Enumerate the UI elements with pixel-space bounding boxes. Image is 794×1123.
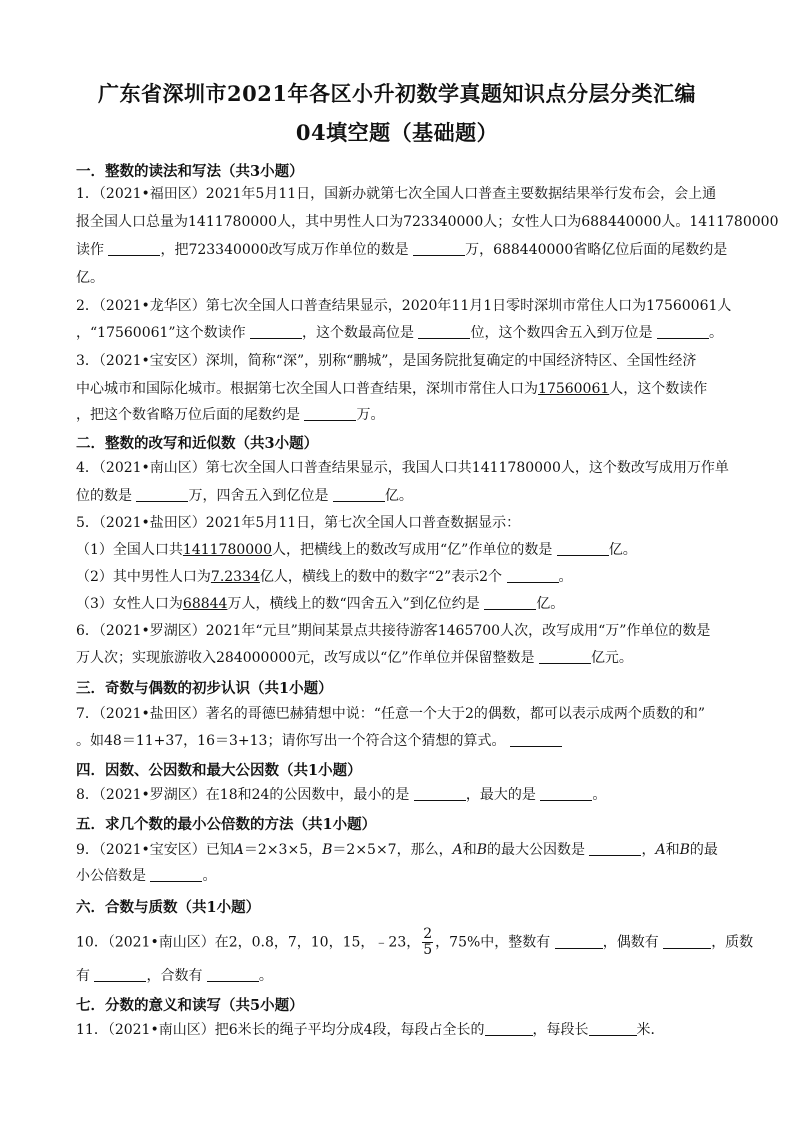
q5-p3-underlined-number: 68844 xyxy=(182,596,228,612)
q1-line2: 报全国人口总量为1411780000人，其中男性人口为723340000人；女性人口为688440000人。1411780000 xyxy=(76,214,779,230)
q2-line2 xyxy=(76,323,726,343)
q9-text-c: ＝2×5×7，那么， xyxy=(332,842,453,858)
q10-text-b: ，75%中，整数有 xyxy=(435,934,551,951)
q5-p2-text-c: 。 xyxy=(558,569,573,585)
q9-text-e: 的最大公因数是 xyxy=(487,842,586,858)
q4-line1: 4．（2021•南山区）第七次全国人口普查结果显示，我国人口共1411780000人，这个数改写成用万作单 xyxy=(76,460,729,476)
q9-var-a: A xyxy=(233,842,244,858)
q9-text-g: 的最 xyxy=(689,842,718,858)
q5-p2-answer-blank[interactable] xyxy=(507,568,559,583)
q2-line1: 2．（2021•龙华区）第七次全国人口普查结果显示，2020年11月1日零时深圳市常住人口为17560061人 xyxy=(76,298,732,314)
q10-answer-blank-3[interactable] xyxy=(94,967,146,982)
q10-fraction-denominator: 5 xyxy=(423,942,433,958)
q10-fraction xyxy=(422,927,433,958)
q9-text-f: ， xyxy=(641,842,656,858)
q6-line2 xyxy=(76,648,726,668)
document-subtitle: 04填空题（基础题） xyxy=(295,120,499,145)
q1-text-c: 万，688440000省略亿位后面的尾数约是 xyxy=(465,242,728,258)
q10-text-c: ，偶数有 xyxy=(602,934,659,951)
q5-p2-text-b: 亿人，横线上的数中的数字“2”表示2个 xyxy=(259,569,503,585)
q11-line1 xyxy=(76,1020,726,1040)
q9-var-b-3: B xyxy=(679,842,690,858)
q5-part1 xyxy=(76,540,726,560)
q9-text-d: 和 xyxy=(462,842,477,858)
q10-fraction-numerator: 2 xyxy=(423,926,433,942)
q9-answer-blank-1[interactable] xyxy=(589,841,641,856)
q9-line1 xyxy=(76,840,726,860)
q5-p1-text-a: （1）全国人口共 xyxy=(76,542,183,558)
q10-text-a: 10．（2021•南山区）在2，0.8，7，10，15，﹣23， xyxy=(76,934,421,951)
q7-answer-blank[interactable] xyxy=(510,732,562,747)
q6-line1: 6．（2021•罗湖区）2021年“元旦”期间某景点共接待游客1465700人次，改写成用“万”作单位的数是 xyxy=(76,623,711,639)
q10-answer-blank-2[interactable] xyxy=(663,934,711,949)
q10-line2 xyxy=(76,966,726,986)
q10-answer-blank-1[interactable] xyxy=(555,934,603,949)
q5-p3-text-b: 万人，横线上的数“四舍五入”到亿位约是 xyxy=(227,596,480,612)
q9-var-b-2: B xyxy=(476,842,488,858)
q4-answer-blank-2[interactable] xyxy=(333,487,385,502)
q10-text-g: 。 xyxy=(258,968,273,984)
section-heading-4: 四．因数、公因数和最大公因数（共1小题） xyxy=(76,762,362,779)
q6-answer-blank-1[interactable] xyxy=(539,649,591,664)
q2-text-b: ，这个数最高位是 xyxy=(302,325,415,341)
q8-answer-blank-1[interactable] xyxy=(414,786,466,801)
q10-line1 xyxy=(76,926,754,958)
q9-var-a-2: A xyxy=(452,842,463,858)
q2-text-a: ，“17560061”这个数读作 xyxy=(76,325,246,341)
q3-underlined-number: 17560061 xyxy=(538,381,610,397)
q3-line2 xyxy=(76,379,726,399)
q6-text-a: 万人次；实现旅游收入284000000元，改写成以“亿”作单位并保留整数是 xyxy=(76,650,535,666)
q8-text-a: 8．（2021•罗湖区）在18和24的公因数中，最小的是 xyxy=(76,787,410,803)
q9-text-b: ＝2×3×5， xyxy=(243,842,323,858)
q8-text-b: ，最大的是 xyxy=(465,787,536,803)
q5-p2-text-a: （2）其中男性人口为 xyxy=(76,569,211,585)
q5-p3-answer-blank[interactable] xyxy=(484,595,536,610)
q1-text-b: ，把723340000改写成万作单位的数是 xyxy=(160,242,409,258)
q3-line1: 3．（2021•宝安区）深圳，简称“深”，别称“鹏城”，是国务院批复确定的中国经济特区、全国性经济 xyxy=(76,353,697,369)
q1-answer-blank-2[interactable] xyxy=(413,241,465,256)
q7-line1: 7．（2021•盐田区）著名的哥德巴赫猜想中说：“任意一个大于2的偶数，都可以表示成两个质数的和” xyxy=(76,706,706,722)
q6-text-b: 亿元。 xyxy=(590,650,633,666)
q9-text-d-2: 和 xyxy=(665,842,680,858)
q9-answer-blank-2[interactable] xyxy=(150,867,202,882)
q5-p1-underlined-number: 1411780000 xyxy=(182,542,272,558)
q11-text-c: 米． xyxy=(636,1022,665,1038)
q1-answer-blank-1[interactable] xyxy=(108,241,160,256)
q11-text-b: ，每段长 xyxy=(532,1022,589,1038)
q9-text-i: 。 xyxy=(202,868,217,884)
section-heading-1: 一．整数的读法和写法（共3小题） xyxy=(76,163,304,180)
q5-p3-text-a: （3）女性人口为 xyxy=(76,596,183,612)
q1-line4: 亿。 xyxy=(76,270,104,286)
q8-text-c: 。 xyxy=(592,787,607,803)
q5-part3 xyxy=(76,594,726,614)
q1-line3 xyxy=(76,240,726,260)
q10-text-f: ，合数有 xyxy=(146,968,203,984)
q5-p1-answer-blank[interactable] xyxy=(557,541,609,556)
q3-text-d: 万。 xyxy=(356,407,385,423)
q2-text-c: 位，这个数四舍五入到万位是 xyxy=(470,325,653,341)
q11-answer-blank-1[interactable] xyxy=(485,1021,533,1036)
q1-text-a: 读作 xyxy=(76,242,104,258)
section-heading-6: 六．合数与质数（共1小题） xyxy=(76,899,261,916)
q9-text-a: 9．（2021•宝安区）已知 xyxy=(76,842,234,858)
q9-var-b: B xyxy=(322,842,333,858)
q10-answer-blank-4[interactable] xyxy=(207,967,259,982)
q10-text-d: ，质数 xyxy=(711,934,754,951)
q3-text-b: 人，这个数读作 xyxy=(609,381,708,397)
section-heading-5: 五．求几个数的最小公倍数的方法（共1小题） xyxy=(76,816,377,833)
q5-line1: 5．（2021•盐田区）2021年5月11日，第七次全国人口普查数据显示： xyxy=(76,515,521,531)
q8-answer-blank-2[interactable] xyxy=(540,786,592,801)
q9-text-h: 小公倍数是 xyxy=(76,868,146,884)
q7-line2 xyxy=(76,731,726,751)
q5-p2-underlined-number: 7.2334 xyxy=(210,569,260,585)
section-heading-2: 二．整数的改写和近似数（共3小题） xyxy=(76,435,319,452)
section-heading-7: 七．分数的意义和读写（共5小题） xyxy=(76,997,304,1014)
q3-text-c: ，把这个数省略万位后面的尾数约是 xyxy=(76,407,300,423)
section-heading-3: 三．奇数与偶数的初步认识（共1小题） xyxy=(76,680,333,697)
q2-answer-blank-2[interactable] xyxy=(418,324,470,339)
q4-text-b: 万，四舍五入到亿位是 xyxy=(188,488,329,504)
q2-answer-blank-1[interactable] xyxy=(250,324,302,339)
document-title: 广东省深圳市2021年各区小升初数学真题知识点分层分类汇编 xyxy=(98,81,696,106)
q5-p1-text-b: 人，把横线上的数改写成用“亿”作单位的数是 xyxy=(272,542,553,558)
q7-text-a: 。如48＝11+37，16＝3+13；请你写出一个符合这个猜想的算式。 xyxy=(76,733,506,749)
q1-line1: 1．（2021•福田区）2021年5月11日，国新办就第七次全国人口普查主要数据结果举行发布会，会上通 xyxy=(76,186,717,202)
q3-answer-blank-1[interactable] xyxy=(304,406,356,421)
q10-text-e: 有 xyxy=(76,968,90,984)
q5-part2 xyxy=(76,567,726,587)
q4-line2 xyxy=(76,486,726,506)
q8-line1 xyxy=(76,785,726,805)
q11-answer-blank-2[interactable] xyxy=(589,1021,637,1036)
q9-var-a-3: A xyxy=(655,842,666,858)
q3-text-a: 中心城市和国际化城市。根据第七次全国人口普查结果，深圳市常住人口为 xyxy=(76,381,538,397)
q4-answer-blank-1[interactable] xyxy=(136,487,188,502)
q2-text-d: 。 xyxy=(708,325,723,341)
q4-text-a: 位的数是 xyxy=(76,488,132,504)
q4-text-c: 亿。 xyxy=(384,488,413,504)
q9-line2 xyxy=(76,866,726,886)
q5-p1-text-c: 亿。 xyxy=(608,542,637,558)
q2-answer-blank-3[interactable] xyxy=(657,324,709,339)
q11-text-a: 11．（2021•南山区）把6米长的绳子平均分成4段，每段占全长的 xyxy=(76,1022,485,1038)
q3-line3 xyxy=(76,405,726,425)
q5-p3-text-c: 亿。 xyxy=(536,596,565,612)
